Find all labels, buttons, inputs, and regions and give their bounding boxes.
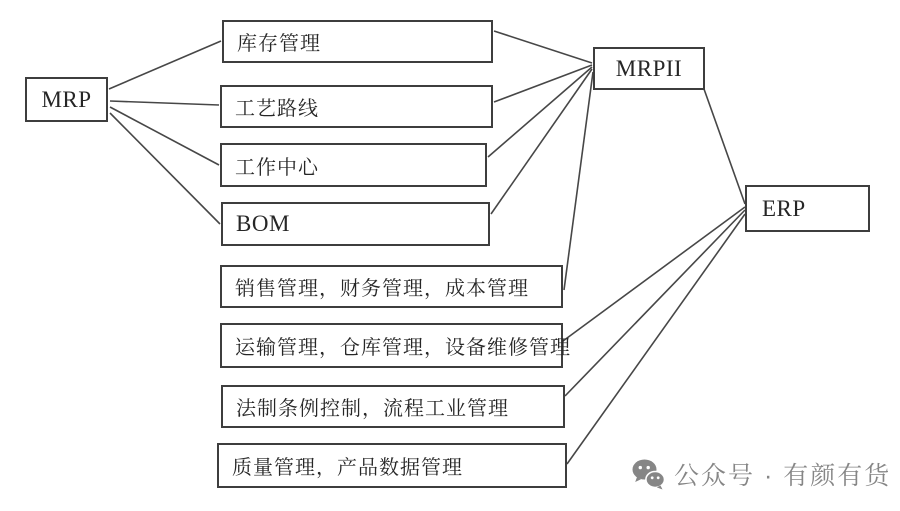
node-mrpii-label: MRPII — [615, 55, 683, 81]
node-bom — [221, 202, 490, 246]
node-regulation-label: 法制条例控制，流程工业管理 — [236, 398, 509, 420]
edge-mrp-routing — [110, 101, 219, 105]
edge-mrp-bom — [110, 113, 220, 224]
edge-mrp-workcenter — [110, 107, 219, 165]
node-process-routing — [220, 85, 493, 128]
wechat-icon — [632, 459, 665, 490]
node-mrpii — [593, 47, 705, 90]
watermark — [632, 456, 891, 492]
node-regulation-process-industry — [221, 385, 565, 428]
node-bom-label: BOM — [236, 211, 290, 236]
edge-mrpii-sales — [564, 72, 593, 290]
edge-mrp-inventory — [109, 41, 221, 89]
node-workcenter-label: 工作中心 — [235, 156, 319, 179]
node-quality-product-data — [217, 443, 567, 488]
node-mrp-label: MRP — [41, 86, 92, 112]
edge-quality-erp — [567, 214, 745, 464]
edge-routing-mrpii — [494, 65, 592, 102]
node-transport-label: 运输管理，仓库管理，设备维修管理 — [235, 337, 571, 359]
node-quality-label: 质量管理，产品数据管理 — [232, 457, 463, 479]
node-routing-label: 工艺路线 — [235, 98, 319, 120]
node-erp — [745, 185, 870, 232]
node-transport-warehouse-maintenance — [220, 323, 571, 368]
edge-inventory-mrpii — [494, 31, 592, 63]
edge-mrpii-erp — [704, 89, 745, 204]
node-work-center — [220, 143, 487, 187]
node-sales-label: 销售管理，财务管理，成本管理 — [235, 278, 529, 300]
node-inventory-label: 库存管理 — [237, 33, 321, 55]
node-sales-finance-cost — [220, 265, 563, 308]
edge-transport-erp — [563, 207, 745, 341]
node-inventory-management — [222, 20, 493, 63]
watermark-text: 公众号 · 有颜有货 — [674, 462, 892, 490]
node-erp-label: ERP — [762, 195, 806, 221]
node-mrp — [25, 77, 108, 122]
edge-regulation-erp — [565, 210, 745, 396]
